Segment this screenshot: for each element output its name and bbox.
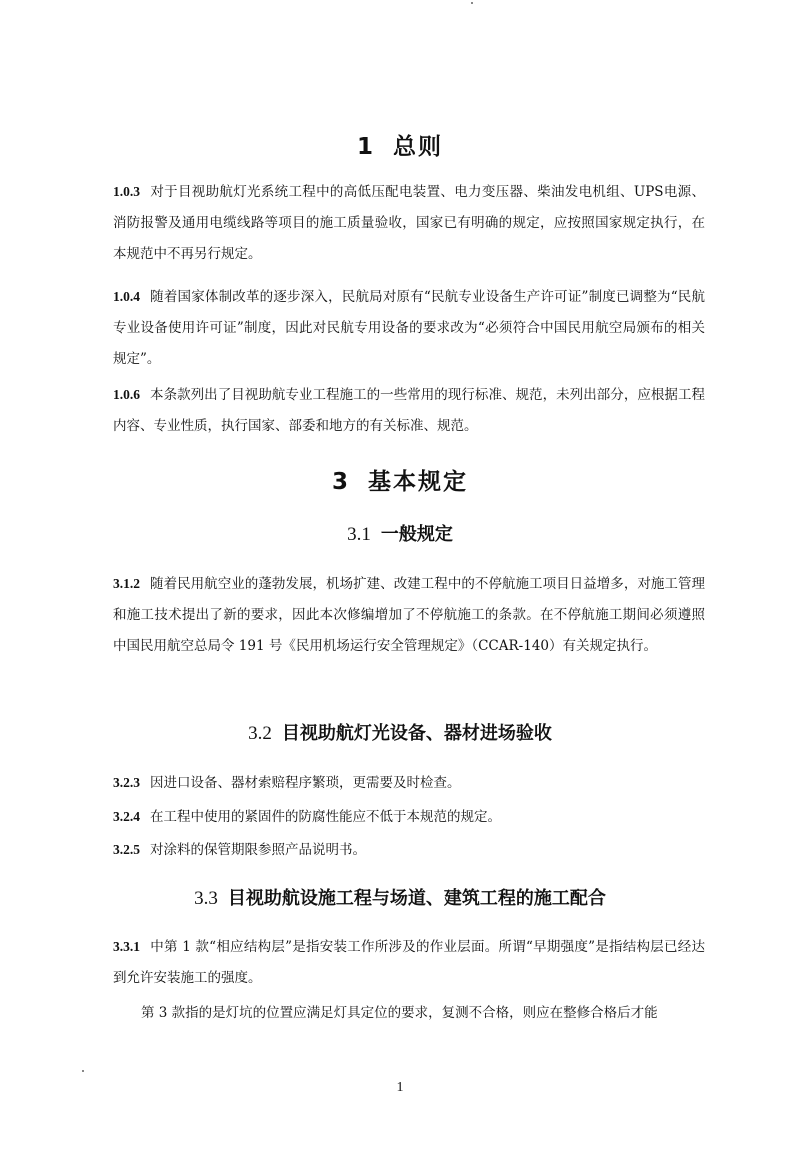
section-title: 目视助航设施工程与场道、建筑工程的施工配合 [227,888,606,909]
chapter-3-heading [0,463,800,496]
chapter-title: 总则 [393,134,444,160]
clause-number: 1.0.3 [113,184,140,199]
clause-3-2-3 [113,767,705,799]
clause-text: 因进口设备、器材索赔程序繁琐，更需要及时检查。 [150,775,461,791]
section-3-1-heading [0,520,800,546]
clause-3-1-2 [113,568,705,662]
clause-number: 3.2.3 [113,775,140,790]
clause-number: 3.1.2 [113,576,140,591]
clause-number: 1.0.6 [113,387,140,402]
clause-number: 3.3.1 [113,939,140,954]
clause-text: 对涂料的保管期限参照产品说明书。 [150,842,366,858]
chapter-title: 基本规定 [368,469,469,495]
clause-number: 1.0.4 [113,289,140,304]
section-number: 3.3 [194,888,218,909]
page-number: 1 [396,1080,404,1095]
section-number: 3.1 [347,524,371,545]
clause-text: 中第 1 款“相应结构层”是指安装工作所涉及的作业层面。所谓“早期强度”是指结构层已经达到允许安装施工的强度。 [113,939,705,986]
clause-3-2-4 [113,801,705,833]
clause-3-2-5 [113,834,705,866]
clause-1-0-3 [113,176,705,270]
clause-text: 对于目视助航灯光系统工程中的高低压配电装置、电力变压器、柴油发电机组、UPS电源、消防报警及通用电缆线路等项目的施工质量验收，国家已有明确的规定，应按照国家规定执行，在本规范中不再另行规定。 [113,184,705,262]
clause-1-0-6 [113,379,705,442]
clause-number: 3.2.5 [113,842,140,857]
clause-text: 随着民用航空业的蓬勃发展，机场扩建、改建工程中的不停航施工项目日益增多，对施工管理和施工技术提出了新的要求，因此本次修编增加了不停航施工的条款。在不停航施工期间必须遵照中国民用航空总局令 191 号《民用机场运行安全管理规定》（CCAR-140）有关规定执行。 [113,576,705,654]
clause-1-0-4 [113,281,705,375]
section-3-3-heading [0,884,800,910]
clause-3-3-1 [113,931,705,994]
clause-text: 在工程中使用的紧固件的防腐性能应不低于本规范的规定。 [150,809,501,825]
clause-number: 3.2.4 [113,809,140,824]
chapter-number: 3 [331,469,350,495]
clause-text: 第 3 款指的是灯坑的位置应满足灯具定位的要求，复测不合格，则应在整修合格后才能 [141,1005,658,1021]
clause-text: 随着国家体制改革的逐步深入，民航局对原有“民航专业设备生产许可证”制度已调整为“民航专业设备使用许可证”制度，因此对民航专用设备的要求改为“必须符合中国民用航空局颁布的相关规定”。 [113,289,705,367]
chapter-1-heading [0,128,800,161]
section-title: 一般规定 [380,524,453,545]
scan-speck [82,1070,84,1072]
chapter-number: 1 [356,134,375,160]
section-3-2-heading [0,719,800,745]
scan-speck [471,2,473,4]
section-number: 3.2 [248,723,272,744]
section-title: 目视助航灯光设备、器材进场验收 [281,723,552,744]
clause-text: 本条款列出了目视助航专业工程施工的一些常用的现行标准、规范，未列出部分，应根据工程内容、专业性质，执行国家、部委和地方的有关标准、规范。 [113,387,705,434]
clause-3-3-1-continued [113,998,705,1029]
